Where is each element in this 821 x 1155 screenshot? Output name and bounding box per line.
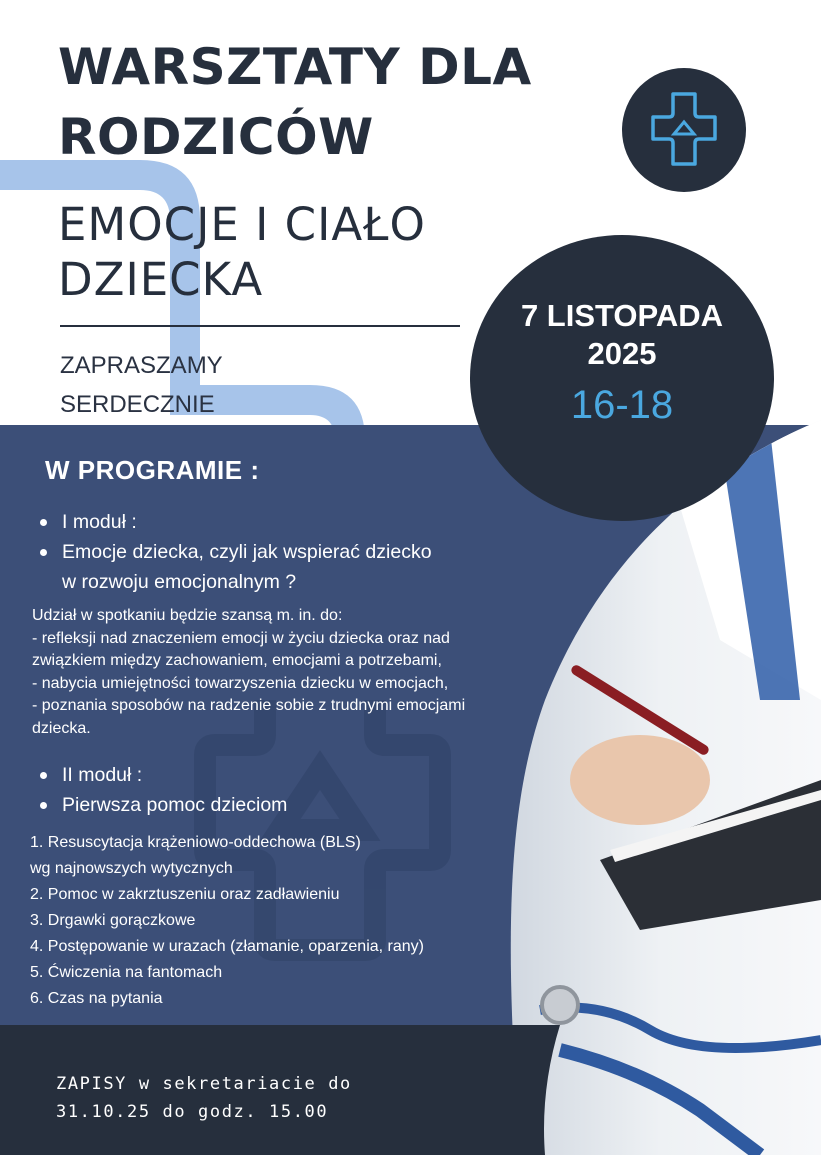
module-1-bullets xyxy=(36,507,432,597)
list-item: 5. Ćwiczenia na fantomach xyxy=(30,964,223,981)
event-year: 2025 xyxy=(587,336,657,371)
module-1-topic: Emocje dziecka, czyli jak wspierać dziecko w rozwoju emocjonalnym ? xyxy=(62,541,432,593)
medical-cross-icon xyxy=(622,68,746,192)
module-2-label: II moduł : xyxy=(62,764,143,786)
list-item: 3. Drgawki gorączkowe xyxy=(30,912,196,929)
module-2-topic-item xyxy=(36,790,287,820)
list-item: 6. Czas na pytania xyxy=(30,990,163,1007)
module-2-bullets xyxy=(36,760,287,820)
date-badge xyxy=(470,235,774,521)
program-heading: W PROGRAMIE : xyxy=(45,455,260,485)
module-1-label: I moduł : xyxy=(62,511,137,533)
title-line-2: RODZICÓW xyxy=(58,108,374,166)
module-1-topic-item xyxy=(36,537,432,597)
list-item: 2. Pomoc w zakrztuszeniu oraz zadławieniu xyxy=(30,886,340,903)
module-2-list xyxy=(30,830,590,1012)
divider xyxy=(60,325,460,327)
module-2-label-item xyxy=(36,760,287,790)
subtitle-line-2: DZIECKA xyxy=(58,253,264,306)
signup-info: ZAPISY w sekretariacie do 31.10.25 do godz. 15.00 xyxy=(56,1074,352,1122)
title-line-1: WARSZTATY DLA xyxy=(58,38,532,96)
event-time: 16-18 xyxy=(570,383,674,427)
invite-line-2: SERDECZNIE xyxy=(60,391,215,418)
list-item: 1. Resuscytacja krążeniowo-oddechowa (BLS) wg najnowszych wytycznych xyxy=(30,834,361,877)
logo-badge xyxy=(622,68,746,192)
subtitle-line-1: EMOCJE I CIAŁO xyxy=(58,198,426,251)
module-1-label-item xyxy=(36,507,432,537)
module-2-topic: Pierwsza pomoc dzieciom xyxy=(62,794,288,816)
event-date: 7 LISTOPADA xyxy=(520,298,724,333)
list-item: 4. Postępowanie w urazach (złamanie, oparzenia, rany) xyxy=(30,938,424,955)
module-1-description: Udział w spotkaniu będzie szansą m. in. do: - refleksji nad znaczeniem emocji w życiu dziecka oraz nad związkiem między zachowaniem, emocjami a potrzebami, - nabycia umiejętności towarzyszenia dziecku w emocjach, - poznania sposobów na radzenie sobie z trudnymi emocjami dziecka. xyxy=(32,607,466,737)
invite-line-1: ZAPRASZAMY xyxy=(60,352,223,379)
